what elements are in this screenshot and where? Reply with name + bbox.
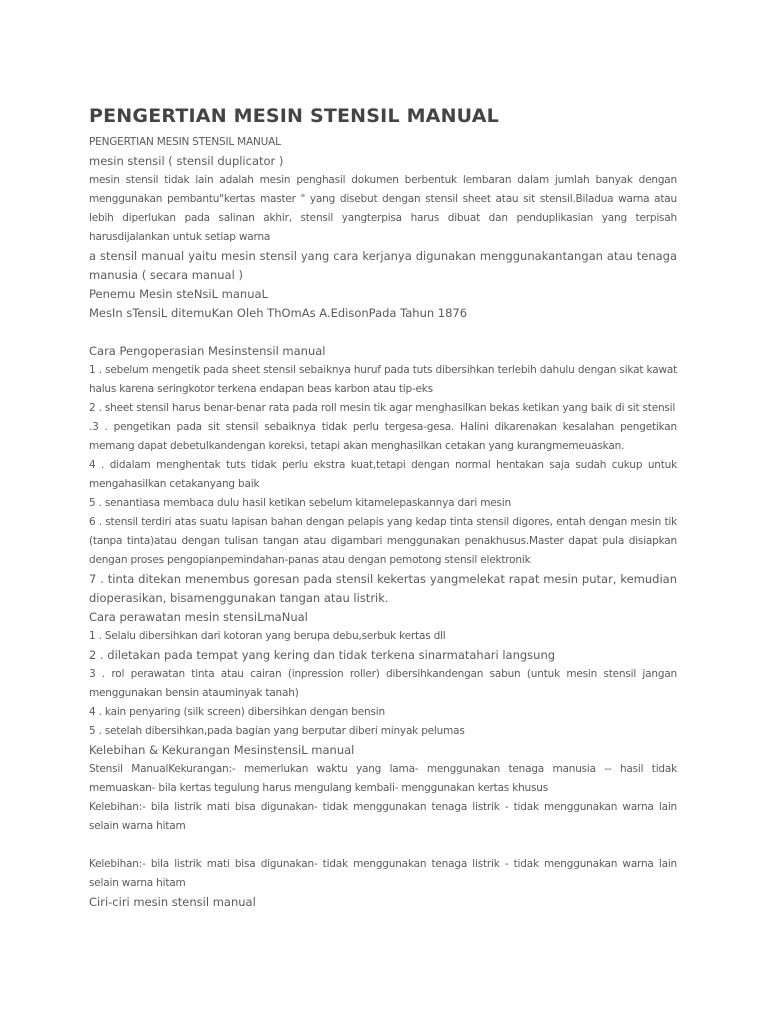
- section-heading: Cara Pengoperasian Mesinstensil manual: [89, 344, 326, 358]
- section-heading: Ciri-ciri mesin stensil manual: [89, 895, 256, 909]
- paragraph: MesIn sTensiL ditemuKan Oleh ThOmAs A.EdisonPada Tahun 1876: [89, 306, 468, 320]
- paragraph: mesin stensil tidak lain adalah mesin penghasil dokumen berbentuk lembaran dalam jumlah banyak dengan menggunakan pembantu"kertas master " yang disebut dengan stensil sheet atau sit stensil.Biladua warna atau lebih diperlukan pada salinan akhir, stensil yangterpisa harus dibuat dan penduplikasian yang terpisah harusdijalankan untuk setiap warna: [89, 174, 677, 243]
- list-item: 5 . senantiasa membaca dulu hasil ketikan sebelum kitamelepaskannya dari mesin: [89, 497, 511, 509]
- list-item: 1 . sebelum mengetik pada sheet stensil sebaiknya huruf pada tuts dibersihkan terlebih dahulu dengan sikat kawat halus karena seringkotor terkena endapan beas karbon atau tip-eks: [89, 364, 677, 395]
- list-item: 5 . setelah dibersihkan,pada bagian yang berputar diberi minyak pelumas: [89, 725, 465, 737]
- list-item: 3 . rol perawatan tinta atau cairan (inpression roller) dibersihkandengan sabun (untuk mesin stensil jangan menggunakan bensin atauminyak tanah): [89, 668, 677, 699]
- document-page: [89, 103, 677, 912]
- blank-line: [89, 323, 677, 342]
- list-item: .3 . pengetikan pada sit stensil sebaiknya tidak perlu tergesa-gesa. Halini dikarenakan kesalahan pengetikan memang dapat debetulkandengan koreksi, tetapi akan menghasilkan cetakan yang kurangmemeuaskan.: [89, 421, 677, 452]
- list-item: 2 . diletakan pada tempat yang kering dan tidak terkena sinarmatahari langsung: [89, 648, 556, 662]
- blank-line: [89, 836, 677, 855]
- list-item: 7 . tinta ditekan menembus goresan pada stensil kekertas yangmelekat rapat mesin putar, kemudian dioperasikan, bisamenggunakan tangan atau listrik.: [89, 572, 677, 605]
- paragraph: Kelebihan:- bila listrik mati bisa digunakan- tidak menggunakan tenaga listrik - tidak menggunakan warna lain selain warna hitam: [89, 858, 677, 889]
- paragraph: Penemu Mesin steNsiL manuaL: [89, 287, 268, 301]
- section-heading: Kelebihan & Kekurangan MesinstensiL manual: [89, 743, 355, 757]
- paragraph: a stensil manual yaitu mesin stensil yang cara kerjanya digunakan menggunakantangan atau tenaga manusia ( secara manual ): [89, 249, 677, 282]
- document-title: PENGERTIAN MESIN STENSIL MANUAL: [89, 105, 499, 127]
- paragraph: mesin stensil ( stensil duplicator ): [89, 154, 284, 168]
- list-item: 6 . stensil terdiri atas suatu lapisan bahan dengan pelapis yang kedap tinta stensil digores, entah dengan mesin tik (tanpa tinta)atau dengan tulisan tangan atau digambari menggunakan penakhusus.Master dapat pula disiapkan dengan proses pengopianpemindahan-panas atau dengan pemotong stensil elektronik: [89, 516, 677, 566]
- list-item: 4 . kain penyaring (silk screen) dibersihkan dengan bensin: [89, 706, 385, 718]
- paragraph: Kelebihan:- bila listrik mati bisa digunakan- tidak menggunakan tenaga listrik - tidak menggunakan warna lain selain warna hitam: [89, 801, 677, 832]
- list-item: 4 . didalam menghentak tuts tidak perlu ekstra kuat,tetapi dengan normal hentakan saja sudah cukup untuk mengahasilkan cetakanyang baik: [89, 459, 677, 490]
- list-item: 1 . Selalu dibersihkan dari kotoran yang berupa debu,serbuk kertas dll: [89, 630, 446, 642]
- section-heading: Cara perawatan mesin stensiLmaNual: [89, 610, 308, 624]
- subtitle: PENGERTIAN MESIN STENSIL MANUAL: [89, 136, 281, 148]
- list-item: 2 . sheet stensil harus benar-benar rata pada roll mesin tik agar menghasilkan bekas ketikan yang baik di sit stensil: [89, 402, 676, 414]
- paragraph: Stensil ManualKekurangan:- memerlukan waktu yang lama- menggunakan tenaga manusia -- hasil tidak memuaskan- bila kertas tegulung harus mengulang kembali- menggunakan kertas khusus: [89, 763, 677, 794]
